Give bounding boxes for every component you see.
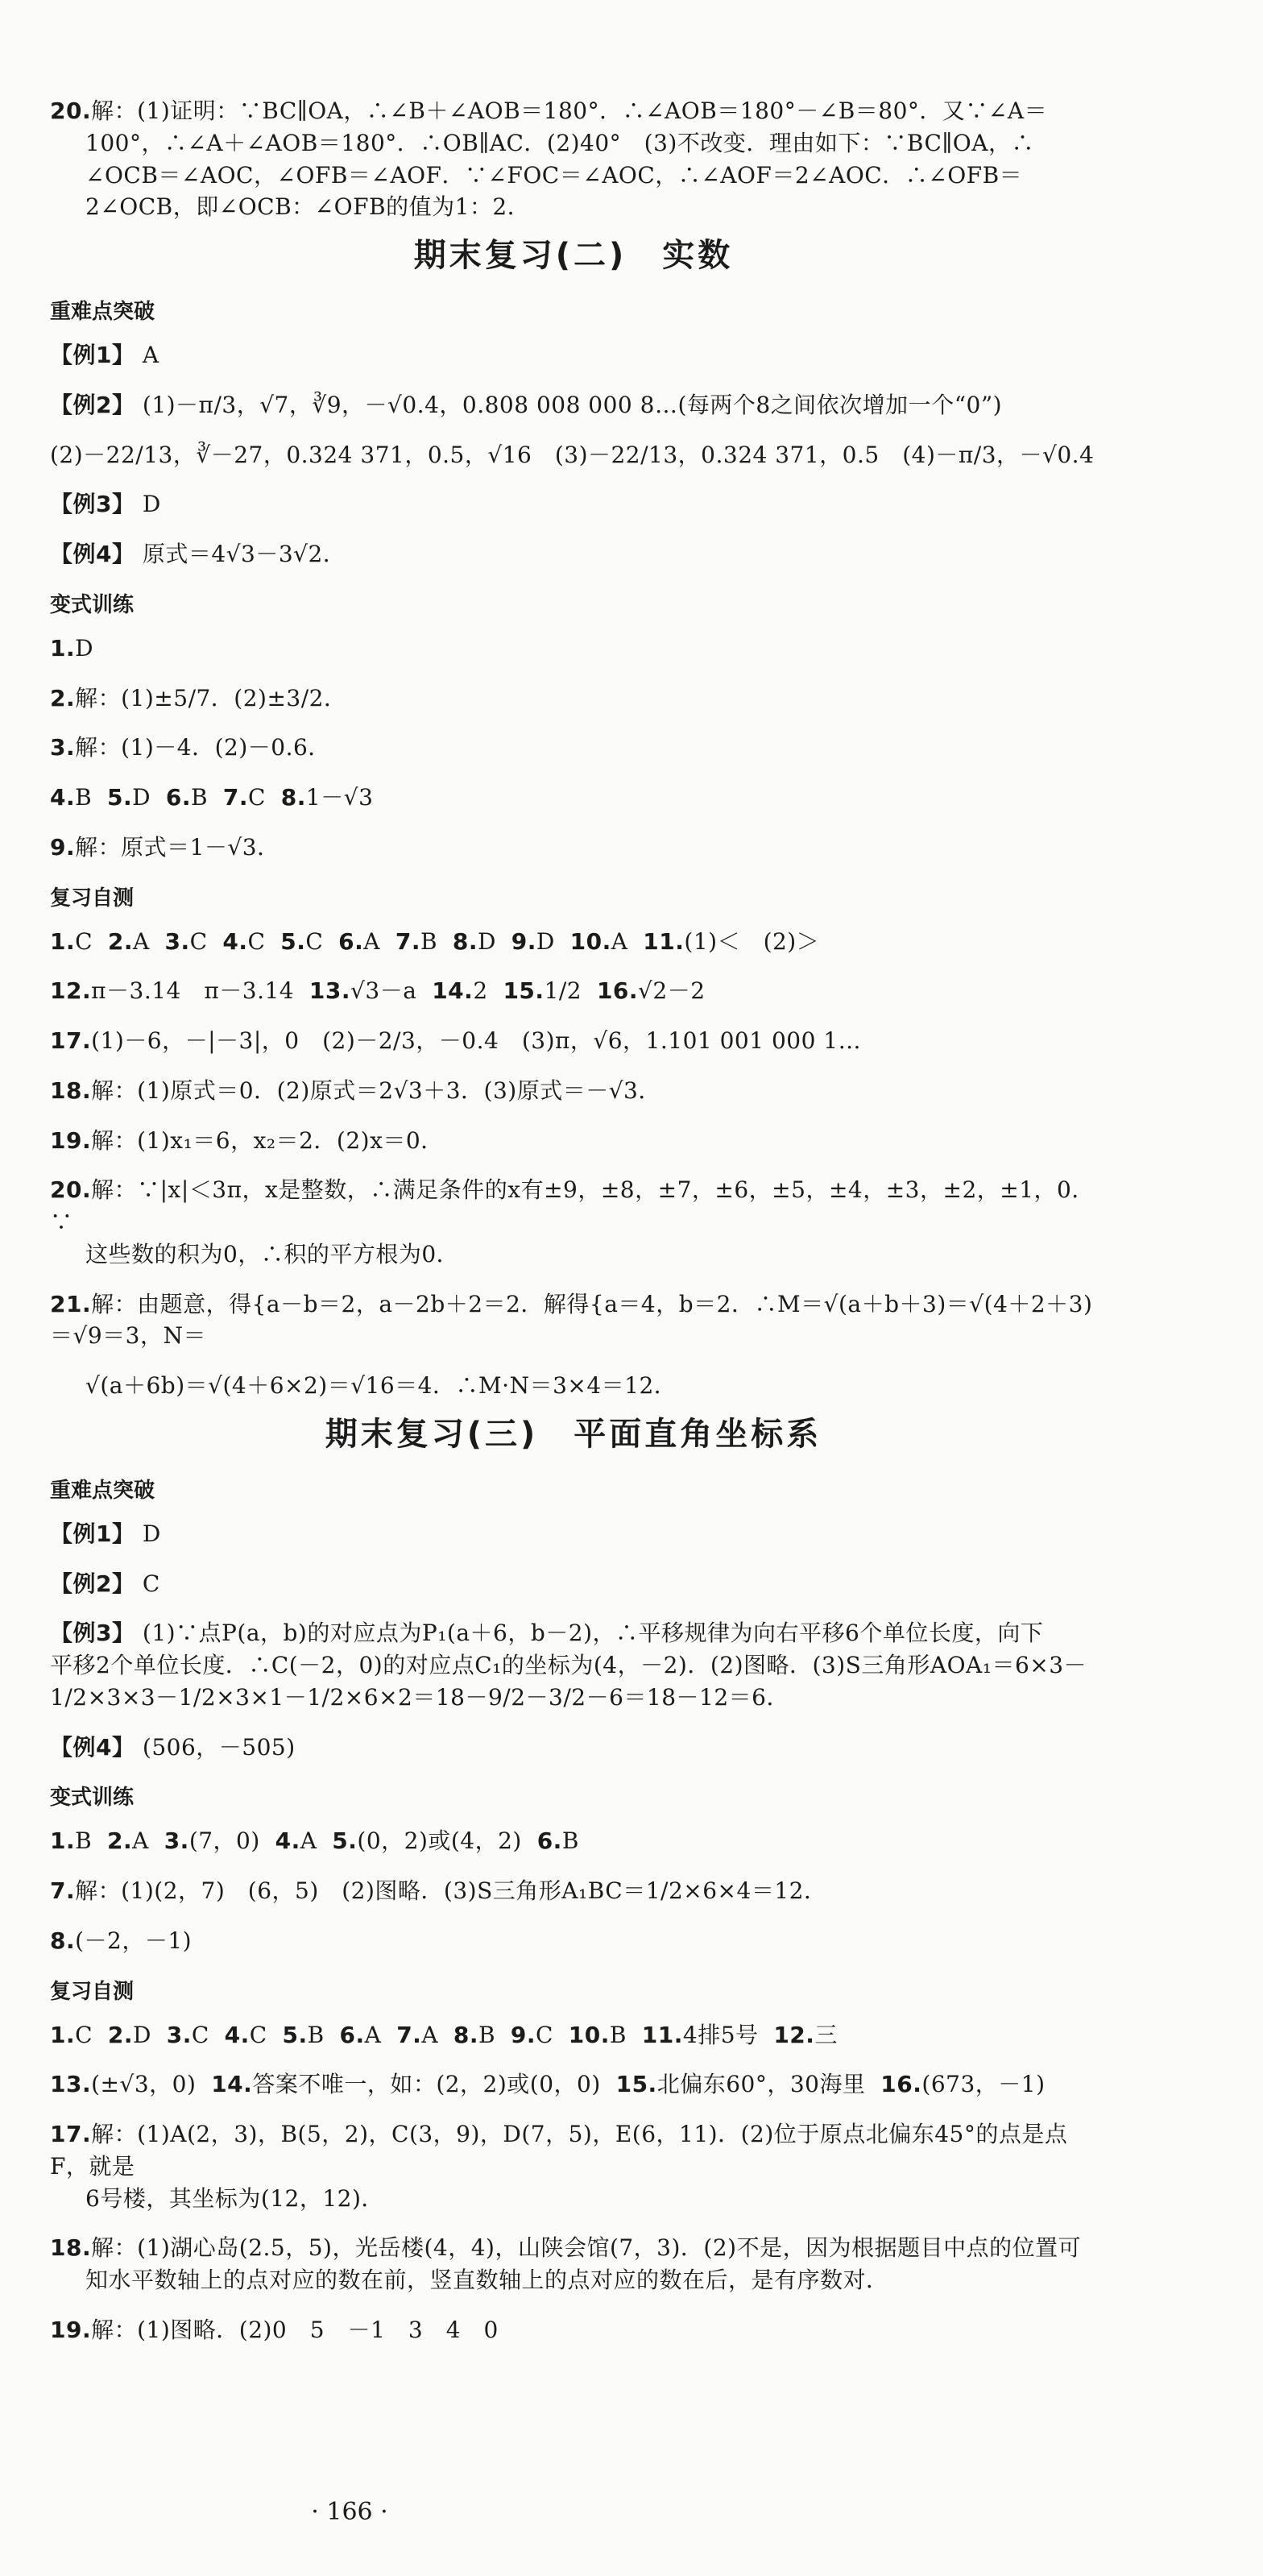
answer: C [249,2021,267,2048]
question-number: 20. [50,1176,92,1204]
answer: 解：由题意，得{a－b＝2，a－2b＋2＝2．解得{a＝4，b＝2．∴M＝√(a＋b＋3)＝√(4＋2＋3)＝√9＝3，N＝ [50,1290,1093,1350]
question-number: 3. [50,734,76,761]
question-number: 5. [107,784,133,811]
question-number: 3. [166,2021,192,2048]
answer: B [191,784,209,811]
question-number: 7. [50,1877,76,1904]
answer: (1)＜ (2)＞ [684,927,820,955]
answer-row-v1-6 [50,1825,1097,1857]
example-label: 【例1】 [50,342,135,368]
example-label: 【例4】 [50,541,135,567]
example-answer: C [142,1570,160,1597]
question-number: 17. [50,2121,92,2147]
answer: 解：(1)x₁＝6，x₂＝2．(2)x＝0． [91,1126,444,1154]
question-number: 4. [50,784,76,811]
answer: D [536,927,555,955]
question-number: 14. [432,977,474,1005]
answer: 2 [473,977,488,1005]
answer: 解：原式＝1－√3． [75,833,280,861]
answer: 解：(1)A(2，3)，B(5，2)，C(3，9)，D(7，5)，E(6，11)．(2)位于原点北偏东45°的点是点F，就是 [50,2121,1068,2180]
question-number: 8. [280,784,306,811]
answer-row-v4-8 [50,782,1097,814]
answer: A [363,927,381,955]
answer: C [247,927,266,955]
answer: 知水平数轴上的点对应的数在前，竖直数轴上的点对应的数在后，是有序数对． [85,2267,889,2293]
example-answer: 平移2个单位长度．∴C(－2，0)的对应点C₁的坐标为(4，－2)．(2)图略．(3)S三角形AOA₁＝6×3－ [50,1652,1087,1678]
answer: 解：(1)湖心岛(2.5，5)，光岳楼(4，4)，山陕会馆(7，3)．(2)不是，因为根据题目中点的位置可 [91,2234,1082,2262]
question-number: 6. [165,784,192,811]
question-number: 16. [596,977,639,1005]
answer: A [132,1827,149,1855]
answer: D [132,784,151,811]
question-number: 18. [50,1076,92,1104]
answer: 解：(1)图略．(2)0 5 －1 3 4 0 [91,2316,499,2343]
answer: C [191,2021,209,2048]
example-label: 【例1】 [50,1520,135,1547]
answer-row-s1-12 [50,2019,1097,2051]
question-number: 12. [773,2021,815,2048]
question-number: 1. [50,1827,76,1855]
example-label: 【例2】 [50,1570,135,1597]
example-answer: A [142,342,159,368]
answer-row-s13-16 [50,2068,1097,2101]
q20-line4: 2∠OCB，即∠OCB：∠OFB的值为1：2． [85,193,531,221]
answer: √3－a [350,977,417,1005]
answer: A [133,927,150,955]
question-number: 21. [50,1290,92,1317]
example-answer: 1/2×3×3－1/2×3×1－1/2×6×2＝18－9/2－3/2－6＝18－12＝6． [50,1683,789,1711]
answer-row-s1-11 [50,926,1097,958]
answer: B [75,1827,93,1855]
question-number: 8. [453,2021,478,2048]
question-number: 11. [641,2021,683,2048]
question-number: 3. [164,1827,189,1855]
answer: 解：∵|x|＜3π，x是整数，∴满足条件的x有±9，±8，±7，±6，±5，±4，±3，±2，±1，0．∵ [50,1176,1095,1235]
question-number: 9. [511,927,536,955]
q20-line3: ∠OCB＝∠AOC，∠OFB＝∠AOF．∵∠FOC＝∠AOC，∴∠AOF＝2∠AOC．∴∠OFB＝ [85,161,1023,189]
q20-line2: 100°，∴∠A＋∠AOB＝180°．∴OB∥AC．(2)40° (3)不改变．理由如下：∵BC∥OA，∴ [85,129,1034,156]
example-answer: (1)－π/3，√7，∛9，－√0.4，0.808 008 000 8…(每两个8之间依次增加一个“0”) [142,391,1003,418]
answer: B [75,784,93,811]
answer: C [536,2021,553,2048]
question-number: 15. [615,2071,657,2098]
example-answer: D [142,1520,161,1547]
answer: D [75,634,94,662]
answer: 解：(1)(2，7) (6，5) (2)图略．(3)S三角形A₁BC＝1/2×6×4＝12． [75,1877,827,1904]
example-answer: (2)－22/13，∛－27，0.324 371，0.5，√16 (3)－22/13，0.324 371，0.5 (4)－π/3，－√0.4 [50,441,1095,468]
question-number: 2. [50,684,76,711]
section-heading: 重难点突破 [50,1478,155,1503]
question-number: 6. [339,2021,365,2048]
answer: C [75,927,93,955]
answer: 解：(1)原式＝0．(2)原式＝2√3＋3．(3)原式＝－√3． [91,1076,661,1104]
answer: 解：(1)±5/7．(2)±3/2． [75,684,347,711]
page-number: · 166 · [311,2498,388,2526]
question-number: 4. [222,927,248,955]
q20-line1: 解：(1)证明：∵BC∥OA，∴∠B＋∠AOB＝180°．∴∠AOB＝180°－∠B＝80°．又∵∠A＝ [91,97,1048,124]
section-heading: 变式训练 [50,592,135,617]
answer: √(a＋6b)＝√(4＋6×2)＝√16＝4．∴M·N＝3×4＝12． [85,1372,677,1399]
example-answer: (506，－505) [142,1733,296,1761]
question-number: 15. [503,977,545,1005]
question-number: 12. [50,977,92,1005]
section-heading: 复习自测 [50,1979,135,2004]
question-number: 1. [50,2021,76,2048]
answer: B [561,1827,579,1855]
question-number: 13. [309,977,351,1005]
question-number: 13. [50,2071,92,2098]
answer: 答案不唯一，如：(2，2)或(0，0) [252,2071,601,2098]
chapter-title-3: 期末复习(三) 平面直角坐标系 [325,1415,822,1453]
answer: π－3.14 π－3.14 [91,977,295,1005]
question-number: 6. [338,927,364,955]
question-number: 20. [50,97,92,124]
question-number: 16. [880,2071,922,2098]
question-number: 7. [222,784,249,811]
question-number: 5. [282,2021,308,2048]
answer: A [611,927,628,955]
answer: B [478,2021,496,2048]
answer: C [248,784,266,811]
question-number: 7. [396,2021,422,2048]
example-answer: D [142,491,161,518]
answer: 6号楼，其坐标为(12，12)． [85,2184,384,2212]
answer: (－2，－1) [75,1927,193,1954]
question-number: 1. [50,634,76,662]
question-number: 3. [164,927,190,955]
answer: 北偏东60°，30海里 [656,2071,866,2098]
answer: B [609,2021,627,2048]
answer: √2－2 [638,977,706,1005]
question-number: 8. [452,927,478,955]
question-number: 8. [50,1927,76,1954]
answer: (673，－1) [921,2071,1046,2098]
page-content [50,95,1097,2364]
question-number: 4. [224,2021,250,2048]
chapter-title-2: 期末复习(二) 实数 [413,237,734,274]
answer: A [364,2021,382,2048]
answer: 解：(1)－4．(2)－0.6． [75,734,331,761]
answer: (0，2)或(4，2) [357,1827,522,1855]
example-answer: (1)∵点P(a，b)的对应点为P₁(a＋6，b－2)，∴平移规律为向右平移6个单位长度，向下 [142,1620,1044,1647]
question-number: 9. [510,2021,536,2048]
answer: A [300,1827,317,1855]
question-number: 2. [107,2021,133,2048]
answer: 1－√3 [305,784,374,811]
question-number: 10. [569,927,611,955]
example-answer: 原式＝4√3－3√2． [142,541,346,567]
question-number: 7. [395,927,420,955]
example-label: 【例4】 [50,1733,135,1761]
answer: (1)－6，－|－3|，0 (2)－2/3，－0.4 (3)π，√6，1.101 001 000 1… [91,1027,862,1054]
answer: 1/2 [544,977,582,1005]
question-number: 10. [568,2021,610,2048]
question-number: 19. [50,2316,92,2343]
answer: A [421,2021,439,2048]
answer-row-s12-16 [50,975,1097,1007]
section-heading: 重难点突破 [50,300,155,324]
answer: (7，0) [188,1827,260,1855]
example-label: 【例3】 [50,1620,135,1647]
question-number: 1. [50,927,76,955]
question-number: 2. [107,1827,133,1855]
answer: 三 [814,2021,838,2048]
answer: D [133,2021,151,2048]
question-number: 9. [50,833,76,861]
ch1-q20 [50,95,1097,223]
answer: (±√3，0) [91,2071,197,2098]
question-number: 2. [107,927,133,955]
question-number: 14. [211,2071,253,2098]
answer: D [477,927,496,955]
question-number: 5. [332,1827,358,1855]
question-number: 11. [643,927,685,955]
answer: C [305,927,324,955]
question-number: 18. [50,2234,92,2262]
example-label: 【例3】 [50,491,135,518]
answer: B [307,2021,325,2048]
example-label: 【例2】 [50,391,135,418]
section-heading: 复习自测 [50,886,135,911]
answer: 这些数的积为0，∴积的平方根为0． [85,1240,460,1267]
question-number: 5. [280,927,306,955]
question-number: 4. [275,1827,300,1855]
question-number: 17. [50,1027,92,1054]
answer: C [189,927,208,955]
question-number: 19. [50,1126,92,1154]
answer: B [420,927,438,955]
question-number: 6. [536,1827,562,1855]
section-heading: 变式训练 [50,1786,135,1811]
answer: C [75,2021,93,2048]
answer: 4排5号 [682,2021,759,2048]
